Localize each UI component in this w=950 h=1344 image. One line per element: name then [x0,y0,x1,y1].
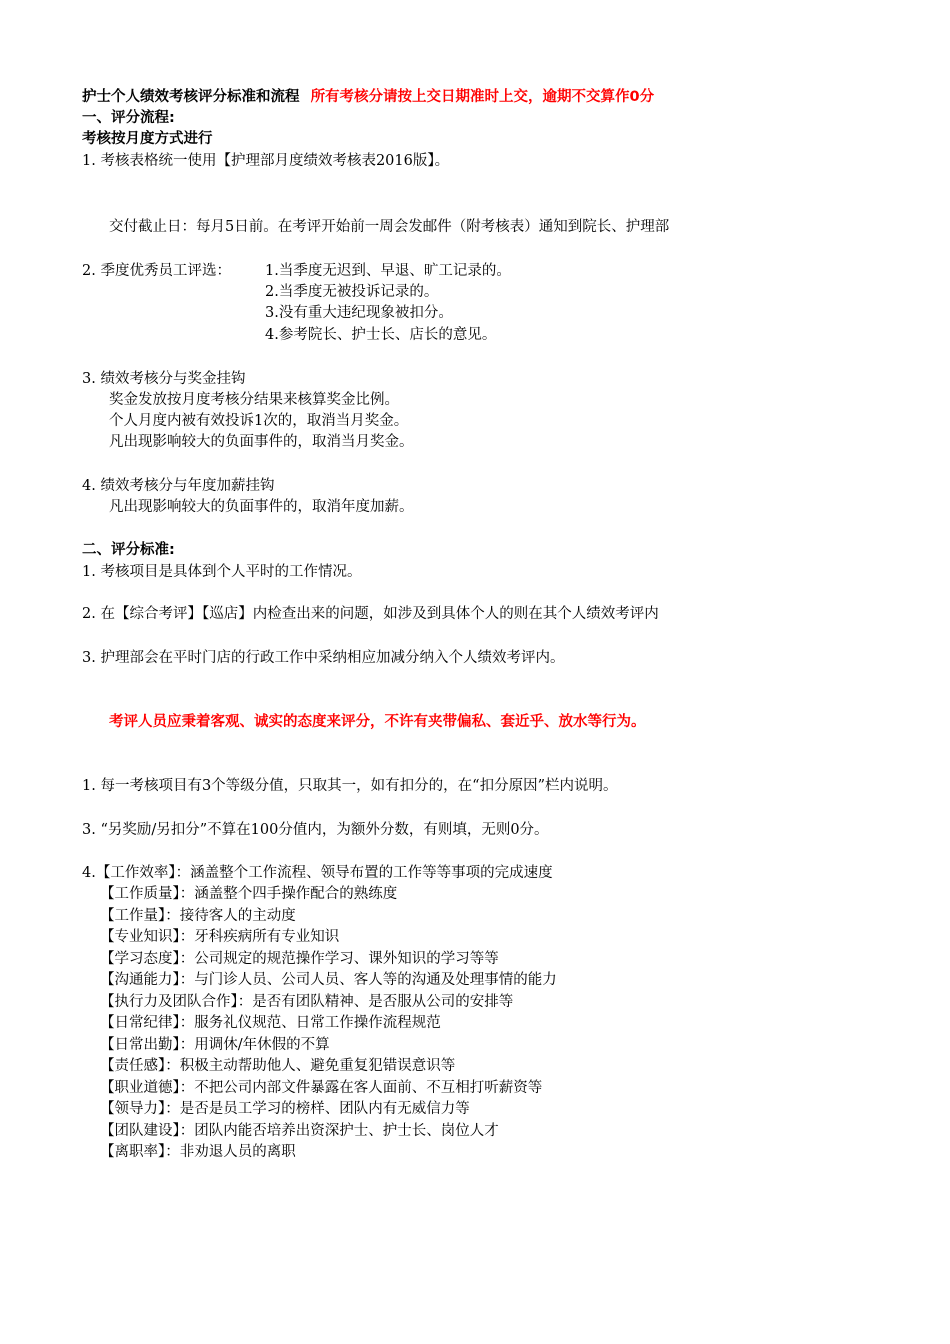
criteria-item: 【学习态度】：公司规定的规范操作学习、课外知识的学习等等 [100,951,499,967]
criteria-item: 【领导力】：是否是员工学习的榜样、团队内有无威信力等 [100,1101,470,1117]
deadline-notice: 所有考核分请按上交日期准时上交，逾期不交算作0分 [310,89,655,105]
document-title: 护士个人绩效考核评分标准和流程 [82,89,300,105]
scoring-rule-1: 1. 每一考核项目有3个等级分值，只取其一，如有扣分的，在“扣分原因”栏内说明。 [82,778,618,794]
section-subheading-monthly: 考核按月度方式进行 [82,131,213,147]
criteria-item: 【专业知识】：牙科疾病所有专业知识 [100,929,340,945]
section-heading-process: 一、评分流程: [82,110,175,126]
raise-rule: 凡出现影响较大的负面事件的，取消年度加薪。 [109,499,414,515]
process-item-1: 1. 考核表格统一使用【护理部月度绩效考核表2016版】。 [82,153,450,169]
fairness-warning: 考评人员应秉着客观、诚实的态度来评分，不许有夹带偏私、套近乎、放水等行为。 [109,714,646,730]
criteria-item: 【职业道德】：不把公司内部文件暴露在客人面前、不互相打听薪资等 [100,1080,543,1096]
criteria-item: 【工作量】：接待客人的主动度 [100,908,296,924]
standard-item-3: 3. 护理部会在平时门店的行政工作中采纳相应加减分纳入个人绩效考评内。 [82,650,565,666]
process-item-3: 3. 绩效考核分与奖金挂钩 [82,371,246,387]
criteria-item: 【责任感】：积极主动帮助他人、避免重复犯错误意识等 [100,1058,456,1074]
selection-criterion: 3.没有重大违纪现象被扣分。 [265,305,453,321]
title-row [82,87,654,107]
process-item-2: 2. 季度优秀员工评选： [82,263,231,279]
selection-criterion: 4.参考院长、护士长、店长的意见。 [265,327,497,343]
selection-criterion: 2.当季度无被投诉记录的。 [265,284,439,300]
criteria-item: 【执行力及团队合作】：是否有团队精神、是否服从公司的安排等 [100,994,514,1010]
criteria-item: 4.【工作效率】：涵盖整个工作流程、领导布置的工作等等事项的完成速度 [82,865,553,881]
criteria-item: 【沟通能力】：与门诊人员、公司人员、客人等的沟通及处理事情的能力 [100,972,557,988]
bonus-rule: 奖金发放按月度考核分结果来核算奖金比例。 [109,392,399,408]
bonus-rule: 个人月度内被有效投诉1次的，取消当月奖金。 [109,413,409,429]
standard-item-1: 1. 考核项目是具体到个人平时的工作情况。 [82,564,362,580]
bonus-rule: 凡出现影响较大的负面事件的，取消当月奖金。 [109,434,414,450]
section-heading-standards: 二、评分标准: [82,542,175,558]
selection-criterion: 1.当季度无迟到、早退、旷工记录的。 [265,263,511,279]
standard-item-2: 2. 在【综合考评】【巡店】内检查出来的问题，如涉及到具体个人的则在其个人绩效考评内 [82,606,659,622]
process-item-4: 4. 绩效考核分与年度加薪挂钩 [82,478,275,494]
criteria-item: 【工作质量】：涵盖整个四手操作配合的熟练度 [100,886,398,902]
criteria-item: 【离职率】：非劝退人员的离职 [100,1144,296,1160]
submission-deadline: 交付截止日：每月5日前。在考评开始前一周会发邮件（附考核表）通知到院长、护理部 [109,219,670,235]
criteria-item: 【日常纪律】：服务礼仪规范、日常工作操作流程规范 [100,1015,441,1031]
criteria-item: 【日常出勤】：用调休/年休假的不算 [100,1037,330,1053]
scoring-rule-3: 3. “另奖励/另扣分”不算在100分值内，为额外分数，有则填，无则0分。 [82,822,549,838]
criteria-item: 【团队建设】：团队内能否培养出资深护士、护士长、岗位人才 [100,1123,499,1139]
